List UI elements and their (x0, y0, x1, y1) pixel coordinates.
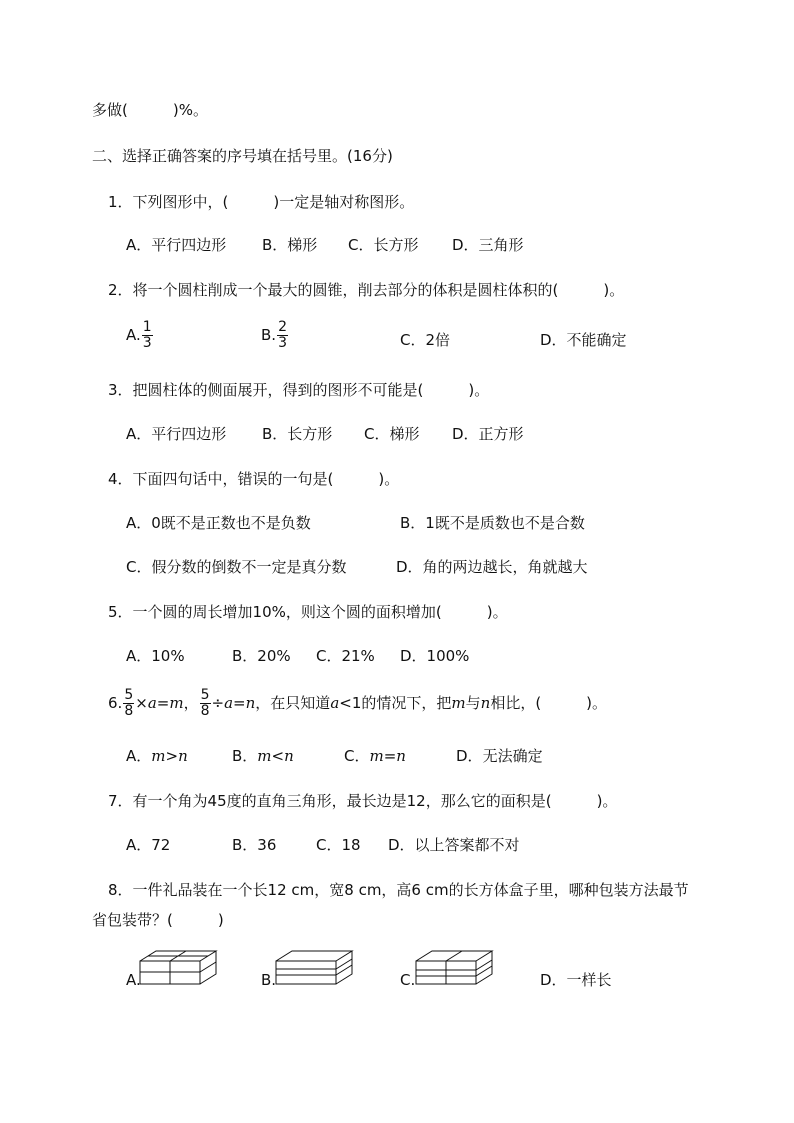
var-a: a (330, 694, 340, 712)
q7-option-b: B．36 (232, 836, 277, 854)
question-7-stem: 7．有一个角为45度的直角三角形，最长边是12，那么它的面积是( )。 (108, 792, 618, 810)
equals-sign: = (233, 694, 246, 712)
q1-option-c: C．长方形 (348, 236, 419, 254)
q2-option-a-prefix: A. (126, 326, 141, 344)
q7-option-c: C．18 (316, 836, 361, 854)
q6-option-d (456, 746, 543, 766)
q6-option-c (344, 746, 406, 766)
question-4-stem: 4．下面四句话中，错误的一句是( )。 (108, 470, 400, 488)
q4-option-d: D．角的两边越长，角就越大 (396, 558, 588, 576)
q2-option-b-fraction (277, 320, 288, 351)
q8-option-a-label: A. (126, 971, 141, 989)
comparison-sign: = (383, 747, 397, 765)
question-8-stem-line2: 省包装带？( ) (92, 911, 224, 929)
var-n: n (178, 747, 188, 765)
var-m: m (451, 694, 466, 712)
option-prefix: C． (344, 747, 370, 765)
question-1-stem: 1．下列图形中，( )一定是轴对称图形。 (108, 193, 415, 211)
q4-option-a: A．0既不是正数也不是负数 (126, 514, 311, 532)
q6-option-b (232, 746, 294, 766)
q2-option-a-fraction (142, 320, 153, 351)
var-n: n (245, 694, 256, 712)
q8-option-b-label: B. (261, 971, 277, 989)
stem-text: <1的情况下，把 (339, 694, 452, 712)
var-m: m (257, 747, 272, 765)
q6-fraction-1 (123, 688, 134, 719)
comparison-sign: < (271, 747, 285, 765)
divide-sign: ÷ (211, 694, 225, 712)
q6-option-a (126, 746, 188, 766)
var-n: n (480, 694, 491, 712)
q8-option-c-box-image (415, 950, 495, 986)
q3-option-c: C．梯形 (364, 425, 420, 443)
q8-option-c-label: C. (400, 971, 416, 989)
q8-option-a-box-image (139, 950, 219, 986)
stem-text: 相比，( )。 (490, 694, 608, 712)
q3-option-b: B．长方形 (262, 425, 333, 443)
question-8-stem-line1: 8．一件礼品装在一个长12 cm，宽8 cm，高6 cm的长方体盒子里，哪种包装方法最节 (108, 881, 689, 899)
q2-option-b-prefix: B. (261, 326, 277, 344)
var-m: m (151, 747, 166, 765)
q6-fraction-2 (200, 688, 211, 719)
fraction-denominator: 8 (124, 703, 134, 719)
q6-number: 6. (108, 694, 123, 712)
q2-option-a (126, 320, 154, 351)
q7-option-d: D．以上答案都不对 (388, 836, 520, 854)
q4-option-c: C．假分数的倒数不一定是真分数 (126, 558, 347, 576)
option-text: 无法确定 (482, 747, 543, 765)
question-2-stem: 2．将一个圆柱削成一个最大的圆锥，削去部分的体积是圆柱体积的( )。 (108, 281, 625, 299)
continued-question-line: 多做( )%。 (92, 101, 208, 119)
var-a: a (224, 694, 234, 712)
q5-option-c: C．21% (316, 647, 375, 665)
section-title: 二、选择正确答案的序号填在括号里。(16分) (92, 147, 393, 165)
var-a: a (147, 694, 157, 712)
q1-option-b: B．梯形 (262, 236, 318, 254)
q1-option-d: D．三角形 (452, 236, 524, 254)
fraction-numerator: 5 (200, 687, 210, 703)
q4-option-b: B．1既不是质数也不是合数 (400, 514, 585, 532)
q7-option-a: A．72 (126, 836, 171, 854)
stem-text: 与 (465, 694, 481, 712)
question-3-stem: 3．把圆柱体的侧面展开，得到的图形不可能是( )。 (108, 381, 490, 399)
q8-option-d: D．一样长 (540, 971, 612, 989)
q2-option-c: C．2倍 (400, 331, 451, 349)
q5-option-b: B．20% (232, 647, 291, 665)
var-m: m (369, 747, 384, 765)
option-prefix: D． (456, 747, 483, 765)
fraction-denominator: 3 (278, 335, 287, 351)
q3-option-d: D．正方形 (452, 425, 524, 443)
comma: ， (183, 694, 199, 712)
fraction-denominator: 3 (142, 335, 152, 351)
fraction-numerator: 1 (142, 319, 152, 335)
q3-option-a: A．平行四边形 (126, 425, 227, 443)
var-n: n (284, 747, 294, 765)
q8-option-b-box-image (275, 950, 355, 986)
option-prefix: A． (126, 747, 152, 765)
q2-option-b (261, 320, 289, 351)
stem-text: ，在只知道 (255, 694, 331, 712)
fraction-numerator: 5 (124, 687, 134, 703)
fraction-numerator: 2 (278, 319, 287, 335)
option-prefix: B． (232, 747, 258, 765)
var-m: m (169, 694, 184, 712)
fraction-denominator: 8 (200, 703, 210, 719)
q5-option-d: D．100% (400, 647, 470, 665)
question-5-stem: 5．一个圆的周长增加10%，则这个圆的面积增加( )。 (108, 603, 508, 621)
equals-sign: = (156, 694, 170, 712)
q2-option-d: D．不能确定 (540, 331, 627, 349)
question-6-stem (108, 688, 607, 719)
times-sign: × (135, 694, 148, 712)
comparison-sign: > (165, 747, 179, 765)
q5-option-a: A．10% (126, 647, 185, 665)
q1-option-a: A．平行四边形 (126, 236, 227, 254)
var-n: n (396, 747, 406, 765)
